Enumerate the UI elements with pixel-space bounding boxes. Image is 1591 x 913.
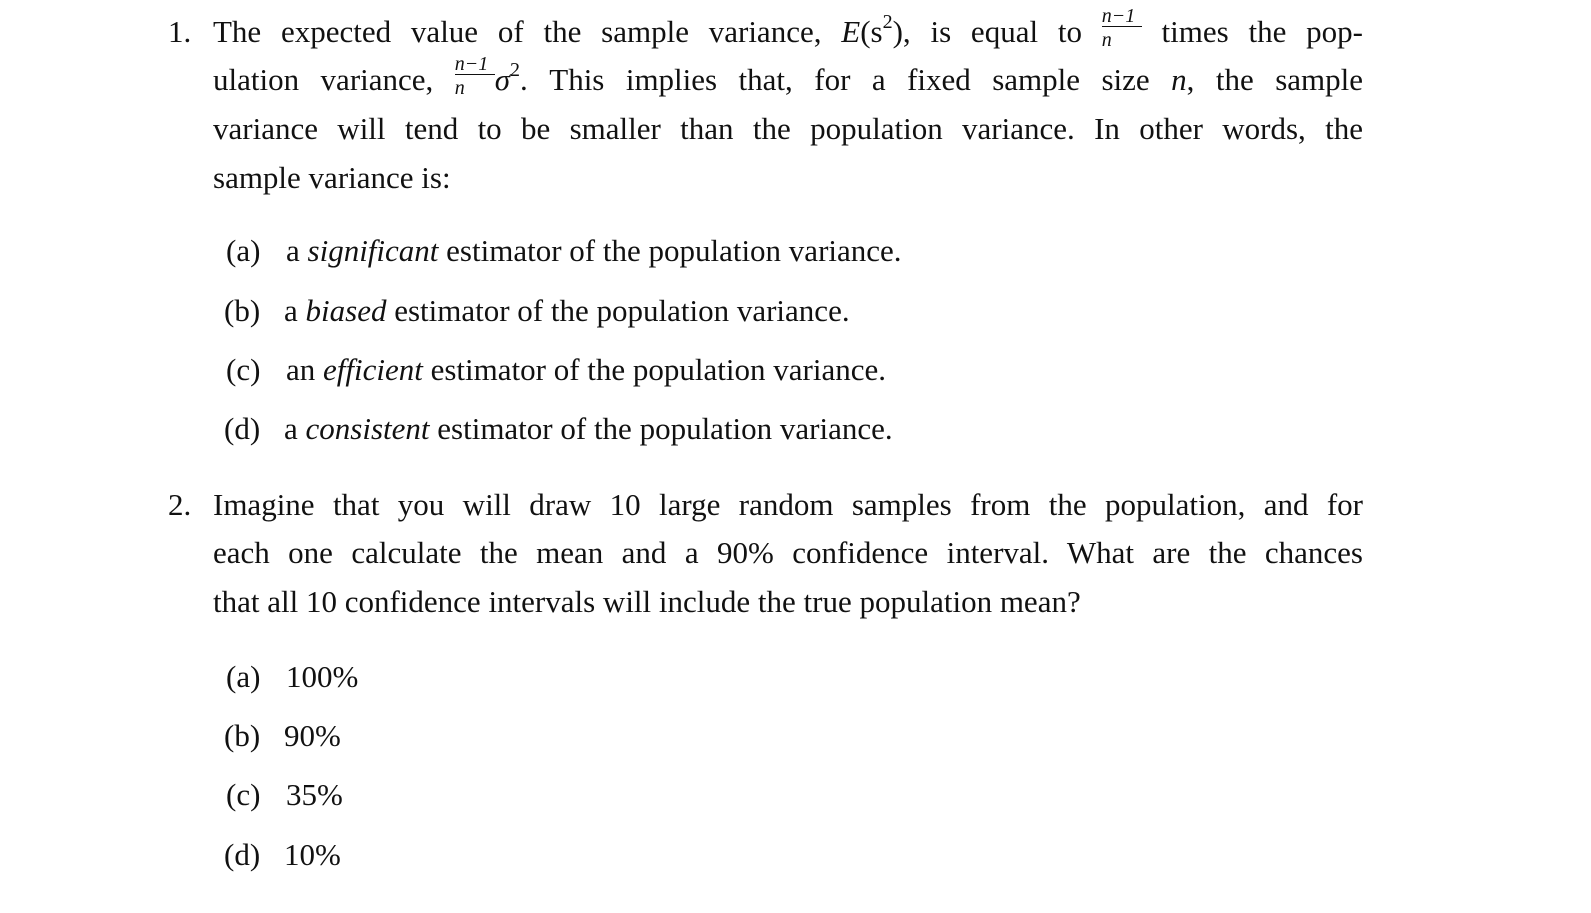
option-text: 35% bbox=[286, 777, 343, 812]
q1-text-c: times the pop- bbox=[1141, 14, 1364, 49]
q1-line2-text-b: . This implies that, for a fixed sample size bbox=[520, 62, 1172, 97]
sigma-symbol: σ bbox=[494, 62, 511, 97]
option-pre: a bbox=[284, 293, 306, 328]
q2-option-b bbox=[224, 720, 341, 751]
option-label: (c) bbox=[226, 777, 261, 812]
q1-line2-text-c: , the sample bbox=[1186, 62, 1364, 97]
q1-line2-text-a: ulation variance, bbox=[213, 62, 455, 97]
q1-option-b bbox=[224, 295, 850, 326]
option-post: estimator of the population variance. bbox=[422, 352, 886, 387]
option-emphasis: efficient bbox=[323, 352, 423, 387]
option-label: (d) bbox=[224, 411, 261, 446]
q1-text-b: ), is equal to bbox=[892, 14, 1102, 49]
q2-option-d bbox=[224, 839, 341, 870]
fraction-numerator-2: n−1 bbox=[455, 54, 495, 75]
option-post: estimator of the population variance. bbox=[386, 293, 850, 328]
option-emphasis: consistent bbox=[305, 411, 430, 446]
option-post: estimator of the population variance. bbox=[438, 233, 902, 268]
question-1-line-1 bbox=[213, 5, 1364, 51]
q2-option-a bbox=[226, 661, 358, 692]
option-post: estimator of the population variance. bbox=[429, 411, 893, 446]
option-text: 10% bbox=[284, 837, 341, 872]
q2-option-c bbox=[226, 779, 343, 810]
question-2-line-1: Imagine that you will draw 10 large random samples from the population, and for bbox=[213, 487, 1363, 522]
question-2-line-3: that all 10 confidence intervals will include the true population mean? bbox=[213, 584, 1081, 619]
fraction-n-minus-1-over-n-2 bbox=[454, 53, 495, 99]
option-text: 100% bbox=[286, 659, 359, 694]
n-symbol: n bbox=[1171, 62, 1187, 97]
question-1-line-3: variance will tend to be smaller than the population variance. In other words, the bbox=[213, 111, 1363, 146]
option-emphasis: significant bbox=[307, 233, 439, 268]
option-label: (b) bbox=[224, 718, 261, 753]
option-label: (d) bbox=[224, 837, 261, 872]
option-emphasis: biased bbox=[305, 293, 387, 328]
fraction-n-minus-1-over-n bbox=[1101, 5, 1142, 51]
option-pre: an bbox=[286, 352, 324, 387]
option-label: (a) bbox=[226, 233, 261, 268]
question-1-line-2 bbox=[213, 53, 1364, 99]
question-1-number: 1. bbox=[168, 14, 192, 49]
question-1-line-4: sample variance is: bbox=[213, 160, 451, 195]
option-label: (c) bbox=[226, 352, 261, 387]
q1-option-a bbox=[226, 235, 902, 266]
option-text: 90% bbox=[284, 718, 341, 753]
sigma-exponent: 2 bbox=[510, 59, 521, 81]
option-label: (a) bbox=[226, 659, 261, 694]
fraction-numerator: n−1 bbox=[1102, 6, 1142, 27]
q1-option-c bbox=[226, 354, 886, 385]
q1-text-a: The expected value of the sample variance, bbox=[213, 14, 842, 49]
question-2-number: 2. bbox=[168, 487, 192, 522]
q1-s-exponent: 2 bbox=[882, 11, 893, 33]
fraction-denominator: n bbox=[1101, 29, 1112, 51]
question-2-line-2: each one calculate the mean and a 90% confidence interval. What are the chances bbox=[213, 535, 1363, 570]
q1-s: (s bbox=[860, 14, 883, 49]
fraction-denominator-2: n bbox=[454, 77, 465, 99]
option-pre: a bbox=[284, 411, 306, 446]
option-pre: a bbox=[286, 233, 308, 268]
option-label: (b) bbox=[224, 293, 261, 328]
q1-E: E bbox=[841, 14, 861, 49]
q1-option-d bbox=[224, 413, 893, 444]
